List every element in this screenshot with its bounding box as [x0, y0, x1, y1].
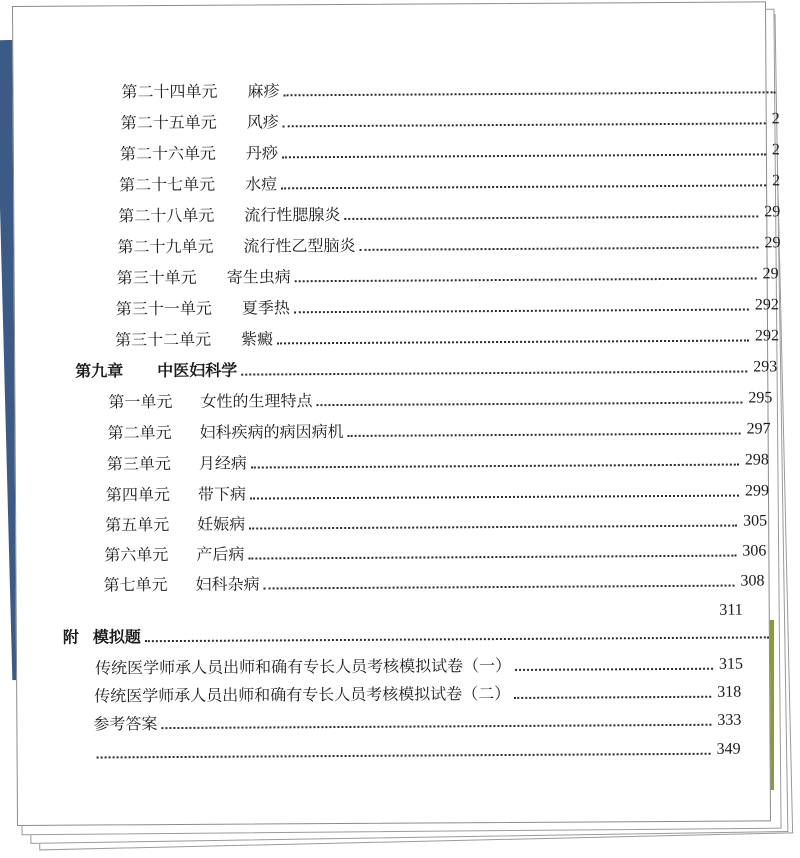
- toc-entry: [121, 105, 780, 133]
- entry-title: 麻疹: [247, 81, 280, 101]
- toc-entry: [93, 707, 741, 735]
- page-number: 295: [748, 389, 773, 407]
- unit-number: 第二十四单元: [121, 81, 218, 102]
- toc-entry: [92, 736, 740, 764]
- page-number: 2: [771, 110, 780, 128]
- dot-leader: [514, 695, 711, 699]
- toc-page: [12, 1, 781, 826]
- dot-leader: [277, 339, 749, 345]
- toc-entry: [117, 229, 780, 257]
- page-number: 29: [764, 234, 781, 252]
- unit-number: 第七单元: [103, 575, 168, 595]
- dot-leader: [249, 524, 737, 530]
- dot-leader: [348, 432, 741, 437]
- dot-leader: [145, 635, 769, 642]
- entry-title: 夏季热: [241, 298, 290, 318]
- toc-entry: [104, 537, 766, 565]
- toc-entry: [103, 567, 764, 595]
- page-number: 315: [718, 655, 744, 673]
- page-number: 298: [744, 451, 769, 469]
- unit-number: 第三十二单元: [114, 329, 212, 350]
- entry-title: 紫癜: [240, 329, 274, 349]
- page-number: 292: [754, 327, 780, 345]
- dot-leader: [344, 214, 758, 220]
- toc-entry: [119, 167, 780, 195]
- dot-leader: [284, 90, 776, 96]
- unit-number: 第一单元: [108, 392, 173, 412]
- page-number: 29: [764, 203, 781, 221]
- page-number: 308: [740, 572, 765, 590]
- toc-entry: [95, 651, 743, 679]
- toc-entry: [105, 507, 767, 535]
- appendix-heading: [63, 619, 769, 647]
- dot-leader: [316, 401, 742, 407]
- page-number: 297: [746, 420, 771, 438]
- dot-leader: [248, 554, 736, 560]
- toc-entry: [108, 415, 771, 443]
- dot-leader: [359, 245, 758, 250]
- entry-title: 女性的生理特点: [200, 391, 313, 411]
- unit-number: 第二十五单元: [120, 112, 217, 133]
- unit-number: 第六单元: [104, 545, 169, 565]
- appendix-label: 附: [62, 627, 79, 647]
- dot-leader: [282, 152, 766, 158]
- toc-entry: [118, 198, 780, 226]
- page-number: 306: [742, 542, 767, 560]
- entry-title: 风疹: [246, 112, 279, 132]
- dot-leader: [250, 494, 739, 500]
- entry-title: 妇科疾病的病因病机: [199, 421, 344, 442]
- unit-number: 第二十九单元: [117, 236, 214, 257]
- dot-leader: [241, 370, 747, 376]
- toc-entry: [120, 136, 780, 164]
- unit-number: 第二单元: [107, 423, 172, 443]
- entry-title: 产后病: [196, 544, 245, 564]
- entry-title: 参考答案: [93, 714, 158, 734]
- dot-leader: [251, 463, 739, 469]
- entry-title: 妇科杂病: [195, 574, 260, 594]
- toc-entry: [107, 446, 769, 474]
- unit-number: 第三十一单元: [115, 298, 212, 319]
- entry-title: 流行性乙型脑炎: [243, 235, 356, 256]
- chapter-heading: [75, 353, 777, 381]
- unit-number: 第二十六单元: [119, 143, 216, 164]
- dot-leader: [264, 584, 735, 590]
- page-number: 292: [754, 296, 779, 314]
- page-number: 29: [762, 265, 779, 283]
- toc-entry: [108, 384, 772, 412]
- unit-number: 第五单元: [105, 515, 170, 535]
- page-number: 349: [716, 740, 741, 758]
- dot-leader: [161, 723, 711, 729]
- dot-leader: [283, 121, 766, 127]
- chapter-title: 中医妇科学: [157, 360, 238, 381]
- page-number: 2: [772, 172, 781, 190]
- unit-number: 第四单元: [105, 485, 171, 505]
- appendix-title: 模拟题: [92, 627, 141, 647]
- toc-entry: [117, 260, 779, 288]
- page-number: 2: [771, 141, 780, 159]
- page-number: 299: [744, 482, 770, 500]
- toc-entry: [121, 74, 781, 102]
- entry-title: 传统医学师承人员出师和确有专长人员考核模拟试卷（一）: [94, 655, 512, 678]
- entry-title: 带下病: [197, 484, 247, 504]
- dot-leader: [295, 276, 757, 282]
- entry-title: 寄生虫病: [226, 267, 291, 287]
- unit-number: 第三十单元: [116, 267, 197, 288]
- entry-title: 妊娠病: [197, 514, 246, 534]
- page-number: 333: [717, 711, 742, 729]
- toc-entry: [106, 477, 769, 505]
- chapter-label: 第九章: [75, 361, 124, 381]
- unit-number: 第二十八单元: [118, 205, 215, 226]
- page-number: 305: [743, 512, 768, 530]
- entry-title: 传统医学师承人员出师和确有专长人员考核模拟试卷（二）: [94, 683, 511, 706]
- toc-entry: [115, 322, 779, 350]
- dot-leader: [281, 183, 766, 189]
- page-number: 311: [719, 601, 743, 619]
- dot-leader: [515, 667, 713, 671]
- toc-entry: [116, 291, 779, 319]
- page-number: 318: [717, 683, 742, 701]
- entry-title: 流行性腮腺炎: [244, 204, 341, 225]
- entry-title: 丹痧: [245, 143, 278, 163]
- dot-leader: [294, 308, 749, 314]
- unit-number: 第二十七单元: [119, 174, 216, 195]
- entry-title: 月经病: [198, 453, 247, 473]
- toc-entry: [94, 679, 741, 707]
- page-number: 293: [753, 358, 778, 376]
- entry-title: 水痘: [245, 174, 278, 194]
- unit-number: 第三单元: [106, 454, 171, 474]
- dot-leader: [97, 752, 711, 759]
